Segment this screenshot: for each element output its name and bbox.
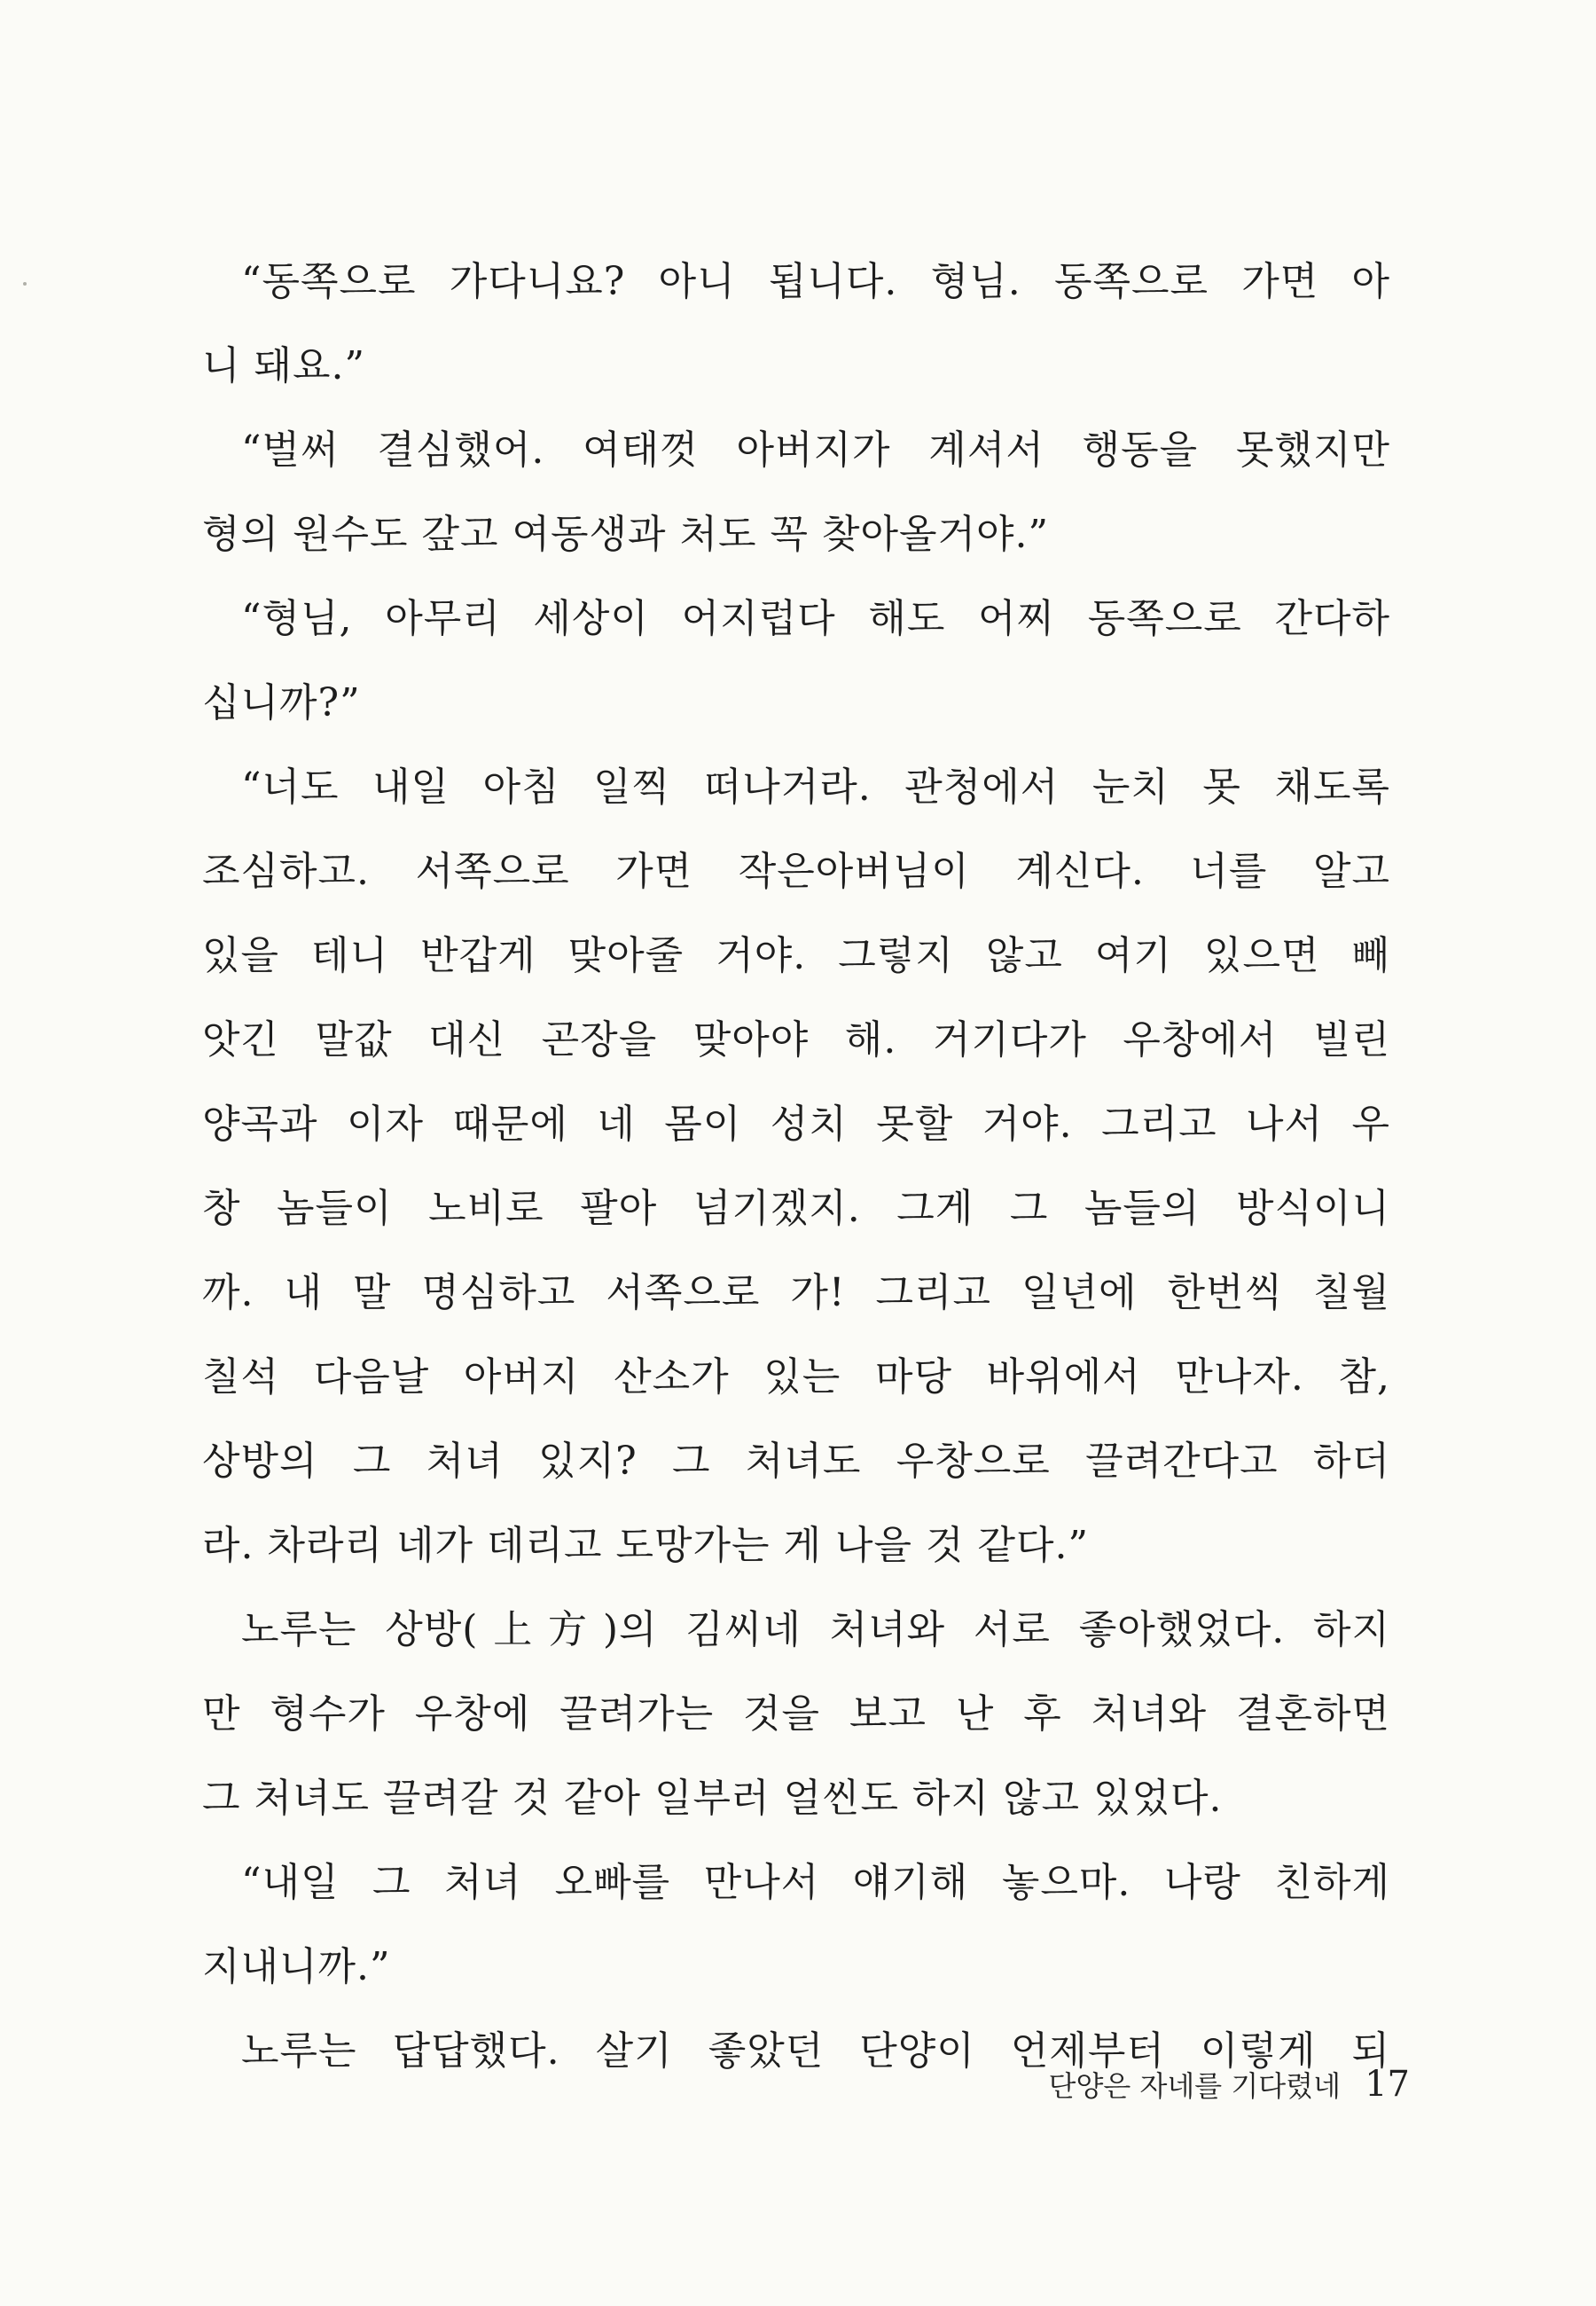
text-line: “동쪽으로 가다니요? 아니 됩니다. 형님. 동쪽으로 가면 아 xyxy=(241,259,1390,304)
text-line: 형의 원수도 갚고 여동생과 처도 꼭 찾아올거야.” xyxy=(202,512,1049,557)
text-line: 그 처녀도 끌려갈 것 같아 일부러 얼씬도 하지 않고 있었다. xyxy=(202,1776,1223,1821)
body-text xyxy=(202,239,1390,2093)
text-line: “벌써 결심했어. 여태껏 아버지가 계셔서 행동을 못했지만 xyxy=(241,427,1390,473)
text-line: “너도 내일 아침 일찍 떠나거라. 관청에서 눈치 못 채도록 xyxy=(241,765,1390,810)
text-line: “형님, 아무리 세상이 어지럽다 해도 어찌 동쪽으로 간다하 xyxy=(241,596,1390,641)
text-line: 상방의 그 처녀 있지? 그 처녀도 우창으로 끌려간다고 하더 xyxy=(202,1439,1390,1484)
text-line: 있을 테니 반갑게 맞아줄 거야. 그렇지 않고 여기 있으면 빼 xyxy=(202,933,1391,978)
text-line: “내일 그 처녀 오빠를 만나서 얘기해 놓으마. 나랑 친하게 xyxy=(241,1860,1390,1905)
text-line: 십니까?” xyxy=(202,680,361,726)
text-line: 칠석 다음날 아버지 산소가 있는 마당 바위에서 만나자. 참, xyxy=(202,1354,1390,1400)
text-line: 지내니까.” xyxy=(202,1944,391,1989)
text-line: 창 놈들이 노비로 팔아 넘기겠지. 그게 그 놈들의 방식이니 xyxy=(202,1186,1390,1231)
text-line: 까. 내 말 명심하고 서쪽으로 가! 그리고 일년에 한번씩 칠월 xyxy=(202,1270,1390,1315)
running-title: 단양은 자네를 기다렸네 xyxy=(1048,2069,1341,2103)
text-line: 양곡과 이자 때문에 네 몸이 성치 못할 거야. 그리고 나서 우 xyxy=(202,1102,1390,1147)
text-line: 노루는 상방(上方)의 김씨네 처녀와 서로 좋아했었다. 하지 xyxy=(241,1607,1390,1652)
text-line: 노루는 답답했다. 살기 좋았던 단양이 언제부터 이렇게 되 xyxy=(241,2028,1390,2074)
page-footer xyxy=(1049,2062,1410,2106)
scan-speck xyxy=(23,282,27,286)
text-line: 니 돼요.” xyxy=(202,343,365,388)
text-line: 라. 차라리 네가 데리고 도망가는 게 나을 것 같다.” xyxy=(202,1523,1089,1568)
page-number: 17 xyxy=(1365,2064,1410,2105)
text-line: 만 형수가 우창에 끌려가는 것을 보고 난 후 처녀와 결혼하면 xyxy=(202,1691,1390,1737)
text-line: 조심하고. 서쪽으로 가면 작은아버님이 계신다. 너를 알고 xyxy=(202,849,1390,894)
text-line: 앗긴 말값 대신 곤장을 맞아야 해. 거기다가 우창에서 빌린 xyxy=(202,1017,1390,1063)
